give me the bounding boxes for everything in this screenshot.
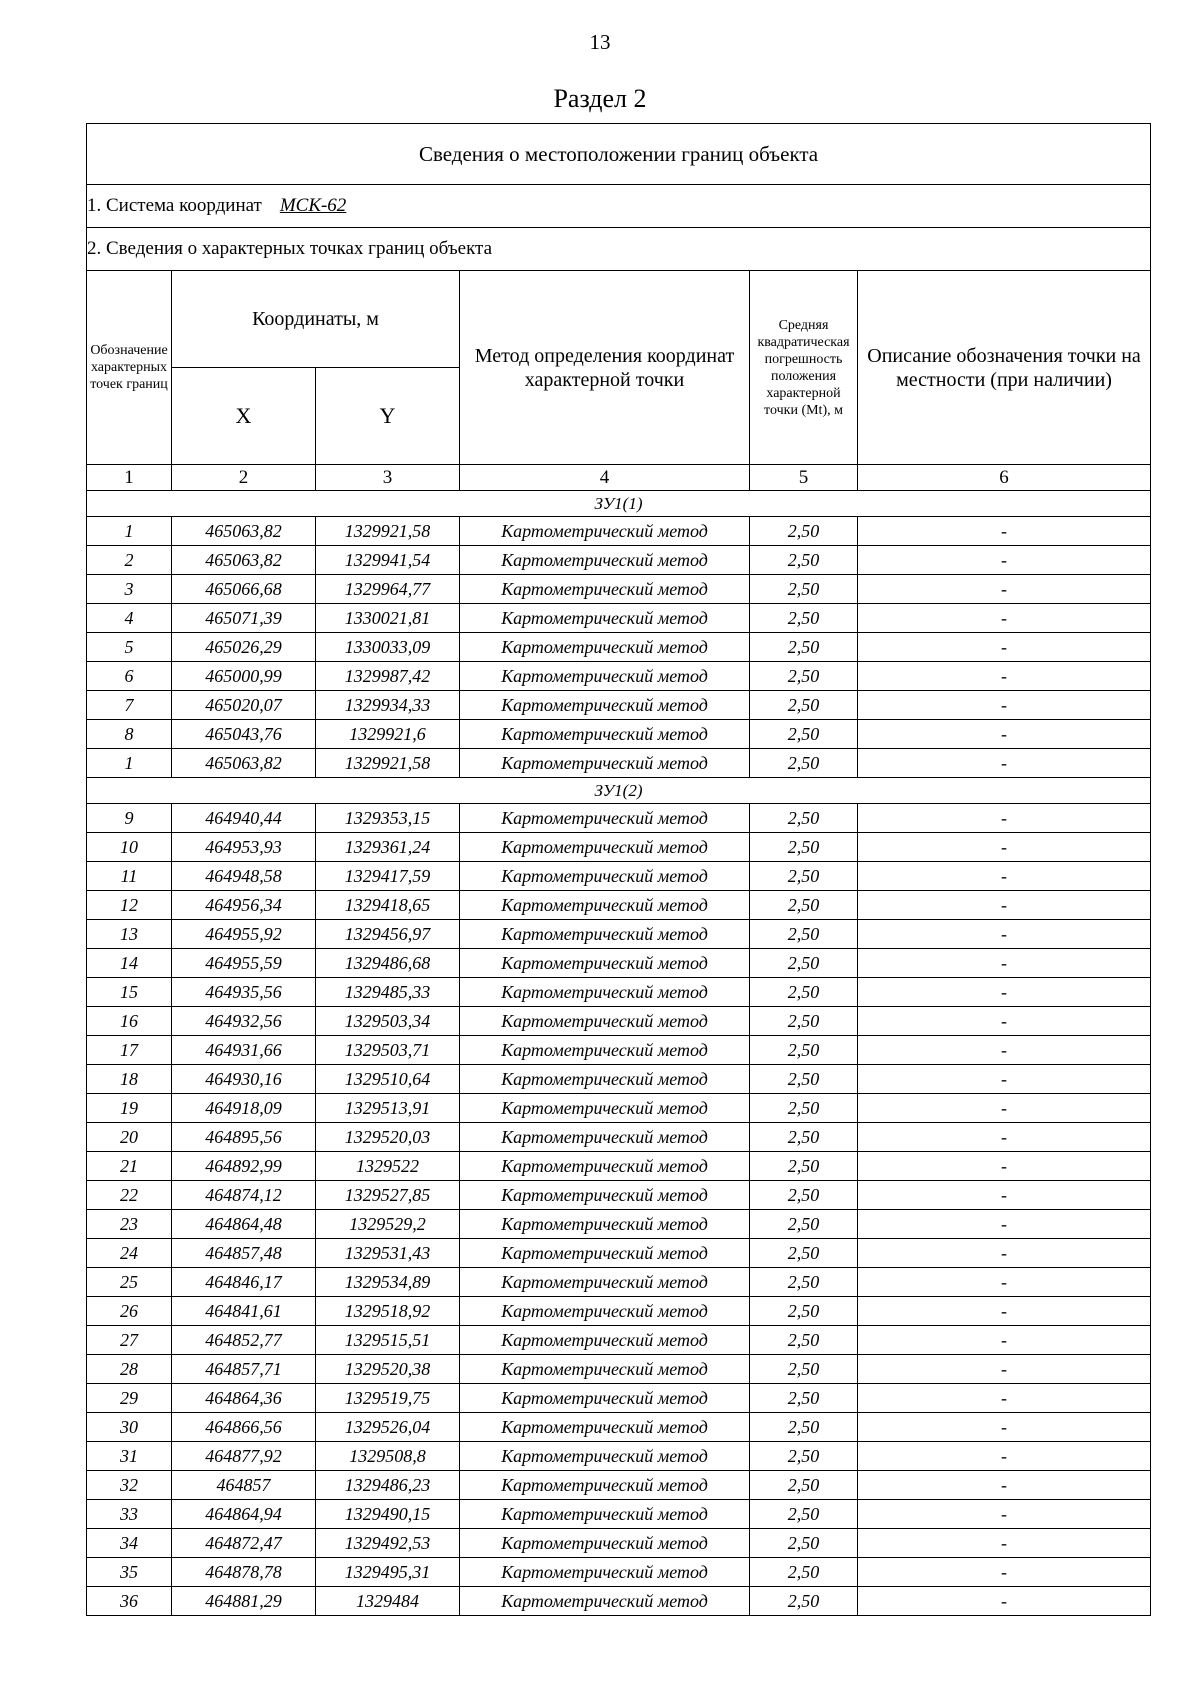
error-cell: 2,50 xyxy=(750,1152,858,1181)
y-cell: 1329417,59 xyxy=(316,862,460,891)
y-cell: 1330033,09 xyxy=(316,633,460,662)
y-cell: 1329456,97 xyxy=(316,920,460,949)
table-row xyxy=(87,1529,1151,1558)
point-id-cell: 15 xyxy=(87,978,172,1007)
x-cell: 464931,66 xyxy=(172,1036,316,1065)
point-id-cell: 25 xyxy=(87,1268,172,1297)
table-row xyxy=(87,1355,1151,1384)
description-cell: - xyxy=(858,862,1151,891)
x-cell: 465066,68 xyxy=(172,575,316,604)
point-id-cell: 17 xyxy=(87,1036,172,1065)
y-cell: 1329520,03 xyxy=(316,1123,460,1152)
point-id-cell: 31 xyxy=(87,1442,172,1471)
coord-system-label: 1. Система координат xyxy=(87,195,262,216)
point-id-cell: 35 xyxy=(87,1558,172,1587)
point-id-cell: 23 xyxy=(87,1210,172,1239)
y-cell: 1329418,65 xyxy=(316,891,460,920)
x-cell: 464872,47 xyxy=(172,1529,316,1558)
coord-system-value: МСК-62 xyxy=(279,195,347,216)
description-cell: - xyxy=(858,546,1151,575)
error-cell: 2,50 xyxy=(750,1442,858,1471)
x-cell: 464852,77 xyxy=(172,1326,316,1355)
method-cell: Картометрический метод xyxy=(460,1210,750,1239)
y-cell: 1329515,51 xyxy=(316,1326,460,1355)
y-cell: 1329495,31 xyxy=(316,1558,460,1587)
description-cell: - xyxy=(858,517,1151,546)
description-cell: - xyxy=(858,1442,1151,1471)
x-cell: 464956,34 xyxy=(172,891,316,920)
x-cell: 464953,93 xyxy=(172,833,316,862)
table-row xyxy=(87,662,1151,691)
y-cell: 1329518,92 xyxy=(316,1297,460,1326)
x-cell: 464955,92 xyxy=(172,920,316,949)
description-cell: - xyxy=(858,1152,1151,1181)
method-cell: Картометрический метод xyxy=(460,1384,750,1413)
table-row xyxy=(87,1181,1151,1210)
error-cell: 2,50 xyxy=(750,662,858,691)
point-id-cell: 20 xyxy=(87,1123,172,1152)
method-cell: Картометрический метод xyxy=(460,920,750,949)
description-cell: - xyxy=(858,1268,1151,1297)
y-cell: 1329353,15 xyxy=(316,804,460,833)
x-cell: 465071,39 xyxy=(172,604,316,633)
x-cell: 464857,48 xyxy=(172,1239,316,1268)
y-cell: 1329526,04 xyxy=(316,1413,460,1442)
table-row xyxy=(87,1384,1151,1413)
column-number: 2 xyxy=(172,465,316,491)
x-cell: 464935,56 xyxy=(172,978,316,1007)
header-method: Метод определения координат характерной точки xyxy=(460,271,750,465)
method-cell: Картометрический метод xyxy=(460,1355,750,1384)
description-cell: - xyxy=(858,1384,1151,1413)
error-cell: 2,50 xyxy=(750,1239,858,1268)
description-cell: - xyxy=(858,1123,1151,1152)
point-id-cell: 18 xyxy=(87,1065,172,1094)
boundary-table xyxy=(86,123,1151,1616)
table-row xyxy=(87,1152,1151,1181)
method-cell: Картометрический метод xyxy=(460,1471,750,1500)
point-id-cell: 4 xyxy=(87,604,172,633)
table-row xyxy=(87,1326,1151,1355)
method-cell: Картометрический метод xyxy=(460,1152,750,1181)
error-cell: 2,50 xyxy=(750,604,858,633)
table-row xyxy=(87,1471,1151,1500)
x-cell: 464866,56 xyxy=(172,1413,316,1442)
x-cell: 465000,99 xyxy=(172,662,316,691)
method-cell: Картометрический метод xyxy=(460,604,750,633)
description-cell: - xyxy=(858,1094,1151,1123)
method-cell: Картометрический метод xyxy=(460,1239,750,1268)
point-id-cell: 33 xyxy=(87,1500,172,1529)
error-cell: 2,50 xyxy=(750,804,858,833)
column-number: 3 xyxy=(316,465,460,491)
error-cell: 2,50 xyxy=(750,1181,858,1210)
method-cell: Картометрический метод xyxy=(460,804,750,833)
table-row xyxy=(87,517,1151,546)
method-cell: Картометрический метод xyxy=(460,1558,750,1587)
point-id-cell: 14 xyxy=(87,949,172,978)
coord-system-row xyxy=(87,185,1151,228)
error-cell: 2,50 xyxy=(750,1210,858,1239)
method-cell: Картометрический метод xyxy=(460,517,750,546)
description-cell: - xyxy=(858,1007,1151,1036)
error-cell: 2,50 xyxy=(750,1384,858,1413)
x-cell: 465043,76 xyxy=(172,720,316,749)
x-cell: 464940,44 xyxy=(172,804,316,833)
page-number: 13 xyxy=(589,30,611,54)
table-row xyxy=(87,978,1151,1007)
method-cell: Картометрический метод xyxy=(460,1268,750,1297)
y-cell: 1329921,58 xyxy=(316,749,460,778)
column-number: 1 xyxy=(87,465,172,491)
error-cell: 2,50 xyxy=(750,1558,858,1587)
description-cell: - xyxy=(858,633,1151,662)
method-cell: Картометрический метод xyxy=(460,1065,750,1094)
method-cell: Картометрический метод xyxy=(460,546,750,575)
description-cell: - xyxy=(858,891,1151,920)
header-error: Средняя квадратическая погрешность положения характерной точки (Mt), м xyxy=(750,271,858,465)
error-cell: 2,50 xyxy=(750,1268,858,1297)
x-cell: 465063,82 xyxy=(172,517,316,546)
x-cell: 464932,56 xyxy=(172,1007,316,1036)
x-cell: 464877,92 xyxy=(172,1442,316,1471)
description-cell: - xyxy=(858,720,1151,749)
point-id-cell: 19 xyxy=(87,1094,172,1123)
point-id-cell: 1 xyxy=(87,517,172,546)
x-cell: 464895,56 xyxy=(172,1123,316,1152)
table-row xyxy=(87,1558,1151,1587)
error-cell: 2,50 xyxy=(750,920,858,949)
description-cell: - xyxy=(858,949,1151,978)
description-cell: - xyxy=(858,1065,1151,1094)
point-id-cell: 11 xyxy=(87,862,172,891)
method-cell: Картометрический метод xyxy=(460,862,750,891)
group-name: ЗУ1(1) xyxy=(87,491,1151,517)
table-row xyxy=(87,1007,1151,1036)
description-cell: - xyxy=(858,1181,1151,1210)
y-cell: 1329531,43 xyxy=(316,1239,460,1268)
description-cell: - xyxy=(858,1239,1151,1268)
x-cell: 464955,59 xyxy=(172,949,316,978)
description-cell: - xyxy=(858,833,1151,862)
y-cell: 1329510,64 xyxy=(316,1065,460,1094)
header-point-id: Обозначение характерных точек границ xyxy=(87,271,172,465)
table-row xyxy=(87,1036,1151,1065)
error-cell: 2,50 xyxy=(750,1413,858,1442)
table-row xyxy=(87,720,1151,749)
method-cell: Картометрический метод xyxy=(460,1094,750,1123)
table-row xyxy=(87,749,1151,778)
method-cell: Картометрический метод xyxy=(460,1036,750,1065)
x-cell: 465026,29 xyxy=(172,633,316,662)
x-cell: 464918,09 xyxy=(172,1094,316,1123)
point-id-cell: 6 xyxy=(87,662,172,691)
header-y: Y xyxy=(316,368,460,465)
description-cell: - xyxy=(858,920,1151,949)
description-cell: - xyxy=(858,575,1151,604)
description-cell: - xyxy=(858,1326,1151,1355)
error-cell: 2,50 xyxy=(750,1007,858,1036)
error-cell: 2,50 xyxy=(750,691,858,720)
points-title-row xyxy=(87,228,1151,271)
method-cell: Картометрический метод xyxy=(460,1326,750,1355)
description-cell: - xyxy=(858,1036,1151,1065)
point-id-cell: 36 xyxy=(87,1587,172,1616)
error-cell: 2,50 xyxy=(750,1065,858,1094)
x-cell: 464892,99 xyxy=(172,1152,316,1181)
x-cell: 464846,17 xyxy=(172,1268,316,1297)
error-cell: 2,50 xyxy=(750,1036,858,1065)
point-id-cell: 27 xyxy=(87,1326,172,1355)
column-number: 4 xyxy=(460,465,750,491)
point-id-cell: 22 xyxy=(87,1181,172,1210)
error-cell: 2,50 xyxy=(750,1471,858,1500)
point-id-cell: 5 xyxy=(87,633,172,662)
error-cell: 2,50 xyxy=(750,833,858,862)
table-row xyxy=(87,1297,1151,1326)
error-cell: 2,50 xyxy=(750,891,858,920)
table-row xyxy=(87,949,1151,978)
table-row xyxy=(87,1268,1151,1297)
group-name: ЗУ1(2) xyxy=(87,778,1151,804)
table-row xyxy=(87,1123,1151,1152)
method-cell: Картометрический метод xyxy=(460,1442,750,1471)
header-x: X xyxy=(172,368,316,465)
section-title: Раздел 2 xyxy=(553,84,647,113)
point-id-cell: 10 xyxy=(87,833,172,862)
error-cell: 2,50 xyxy=(750,949,858,978)
x-cell: 464857,71 xyxy=(172,1355,316,1384)
error-cell: 2,50 xyxy=(750,1529,858,1558)
x-cell: 464878,78 xyxy=(172,1558,316,1587)
y-cell: 1329527,85 xyxy=(316,1181,460,1210)
y-cell: 1329520,38 xyxy=(316,1355,460,1384)
description-cell: - xyxy=(858,1210,1151,1239)
error-cell: 2,50 xyxy=(750,1355,858,1384)
description-cell: - xyxy=(858,1471,1151,1500)
method-cell: Картометрический метод xyxy=(460,720,750,749)
error-cell: 2,50 xyxy=(750,1123,858,1152)
method-cell: Картометрический метод xyxy=(460,833,750,862)
point-id-cell: 2 xyxy=(87,546,172,575)
x-cell: 464864,94 xyxy=(172,1500,316,1529)
y-cell: 1329503,71 xyxy=(316,1036,460,1065)
error-cell: 2,50 xyxy=(750,720,858,749)
table-row xyxy=(87,891,1151,920)
point-id-cell: 34 xyxy=(87,1529,172,1558)
y-cell: 1329485,33 xyxy=(316,978,460,1007)
description-cell: - xyxy=(858,1413,1151,1442)
method-cell: Картометрический метод xyxy=(460,1007,750,1036)
x-cell: 464864,36 xyxy=(172,1384,316,1413)
x-cell: 464864,48 xyxy=(172,1210,316,1239)
point-id-cell: 12 xyxy=(87,891,172,920)
point-id-cell: 1 xyxy=(87,749,172,778)
description-cell: - xyxy=(858,804,1151,833)
x-cell: 465020,07 xyxy=(172,691,316,720)
y-cell: 1329490,15 xyxy=(316,1500,460,1529)
method-cell: Картометрический метод xyxy=(460,1529,750,1558)
table-row xyxy=(87,1500,1151,1529)
x-cell: 464857 xyxy=(172,1471,316,1500)
error-cell: 2,50 xyxy=(750,1500,858,1529)
y-cell: 1329941,54 xyxy=(316,546,460,575)
point-id-cell: 9 xyxy=(87,804,172,833)
table-row xyxy=(87,546,1151,575)
y-cell: 1329361,24 xyxy=(316,833,460,862)
header-row-1 xyxy=(87,271,1151,368)
point-id-cell: 13 xyxy=(87,920,172,949)
table-row xyxy=(87,1094,1151,1123)
method-cell: Картометрический метод xyxy=(460,749,750,778)
x-cell: 464881,29 xyxy=(172,1587,316,1616)
x-cell: 465063,82 xyxy=(172,546,316,575)
table-row xyxy=(87,1442,1151,1471)
method-cell: Картометрический метод xyxy=(460,891,750,920)
x-cell: 464874,12 xyxy=(172,1181,316,1210)
y-cell: 1329529,2 xyxy=(316,1210,460,1239)
group-header-row xyxy=(87,778,1151,804)
table-title: Сведения о местоположении границ объекта xyxy=(87,124,1151,185)
description-cell: - xyxy=(858,978,1151,1007)
method-cell: Картометрический метод xyxy=(460,1500,750,1529)
point-id-cell: 32 xyxy=(87,1471,172,1500)
y-cell: 1329486,68 xyxy=(316,949,460,978)
y-cell: 1329987,42 xyxy=(316,662,460,691)
method-cell: Картометрический метод xyxy=(460,1297,750,1326)
point-id-cell: 30 xyxy=(87,1413,172,1442)
error-cell: 2,50 xyxy=(750,633,858,662)
error-cell: 2,50 xyxy=(750,1587,858,1616)
column-number: 6 xyxy=(858,465,1151,491)
coord-system xyxy=(87,185,1151,228)
method-cell: Картометрический метод xyxy=(460,1123,750,1152)
y-cell: 1329534,89 xyxy=(316,1268,460,1297)
y-cell: 1329492,53 xyxy=(316,1529,460,1558)
method-cell: Картометрический метод xyxy=(460,949,750,978)
point-id-cell: 16 xyxy=(87,1007,172,1036)
table-row xyxy=(87,833,1151,862)
x-cell: 464930,16 xyxy=(172,1065,316,1094)
description-cell: - xyxy=(858,1355,1151,1384)
y-cell: 1329522 xyxy=(316,1152,460,1181)
description-cell: - xyxy=(858,1529,1151,1558)
y-cell: 1329513,91 xyxy=(316,1094,460,1123)
point-id-cell: 28 xyxy=(87,1355,172,1384)
description-cell: - xyxy=(858,1587,1151,1616)
group-header-row xyxy=(87,491,1151,517)
method-cell: Картометрический метод xyxy=(460,691,750,720)
x-cell: 464841,61 xyxy=(172,1297,316,1326)
table-row xyxy=(87,1065,1151,1094)
error-cell: 2,50 xyxy=(750,1326,858,1355)
description-cell: - xyxy=(858,604,1151,633)
error-cell: 2,50 xyxy=(750,575,858,604)
table-row xyxy=(87,1239,1151,1268)
column-numbers-row xyxy=(87,465,1151,491)
description-cell: - xyxy=(858,1558,1151,1587)
error-cell: 2,50 xyxy=(750,749,858,778)
table-row xyxy=(87,691,1151,720)
description-cell: - xyxy=(858,749,1151,778)
y-cell: 1329508,8 xyxy=(316,1442,460,1471)
method-cell: Картометрический метод xyxy=(460,662,750,691)
column-number: 5 xyxy=(750,465,858,491)
point-id-cell: 29 xyxy=(87,1384,172,1413)
table-row xyxy=(87,575,1151,604)
error-cell: 2,50 xyxy=(750,1094,858,1123)
table-row xyxy=(87,1210,1151,1239)
point-id-cell: 21 xyxy=(87,1152,172,1181)
header-description: Описание обозначения точки на местности (при наличии) xyxy=(858,271,1151,465)
table-row xyxy=(87,920,1151,949)
method-cell: Картометрический метод xyxy=(460,1413,750,1442)
table-row xyxy=(87,1587,1151,1616)
y-cell: 1329486,23 xyxy=(316,1471,460,1500)
error-cell: 2,50 xyxy=(750,546,858,575)
point-id-cell: 7 xyxy=(87,691,172,720)
error-cell: 2,50 xyxy=(750,978,858,1007)
x-cell: 464948,58 xyxy=(172,862,316,891)
description-cell: - xyxy=(858,1297,1151,1326)
method-cell: Картометрический метод xyxy=(460,1181,750,1210)
table-title-row xyxy=(87,124,1151,185)
points-title: 2. Сведения о характерных точках границ объекта xyxy=(87,228,1151,271)
method-cell: Картометрический метод xyxy=(460,633,750,662)
y-cell: 1329519,75 xyxy=(316,1384,460,1413)
point-id-cell: 8 xyxy=(87,720,172,749)
table-row xyxy=(87,1413,1151,1442)
y-cell: 1330021,81 xyxy=(316,604,460,633)
table-row xyxy=(87,862,1151,891)
table-row xyxy=(87,604,1151,633)
x-cell: 465063,82 xyxy=(172,749,316,778)
table-body xyxy=(87,124,1151,1616)
table-row xyxy=(87,633,1151,662)
error-cell: 2,50 xyxy=(750,862,858,891)
error-cell: 2,50 xyxy=(750,1297,858,1326)
table-row xyxy=(87,804,1151,833)
description-cell: - xyxy=(858,1500,1151,1529)
y-cell: 1329934,33 xyxy=(316,691,460,720)
error-cell: 2,50 xyxy=(750,517,858,546)
point-id-cell: 26 xyxy=(87,1297,172,1326)
point-id-cell: 3 xyxy=(87,575,172,604)
header-coords: Координаты, м xyxy=(172,271,460,368)
method-cell: Картометрический метод xyxy=(460,1587,750,1616)
description-cell: - xyxy=(858,662,1151,691)
y-cell: 1329484 xyxy=(316,1587,460,1616)
y-cell: 1329921,6 xyxy=(316,720,460,749)
description-cell: - xyxy=(858,691,1151,720)
point-id-cell: 24 xyxy=(87,1239,172,1268)
method-cell: Картометрический метод xyxy=(460,575,750,604)
y-cell: 1329964,77 xyxy=(316,575,460,604)
method-cell: Картометрический метод xyxy=(460,978,750,1007)
y-cell: 1329503,34 xyxy=(316,1007,460,1036)
y-cell: 1329921,58 xyxy=(316,517,460,546)
